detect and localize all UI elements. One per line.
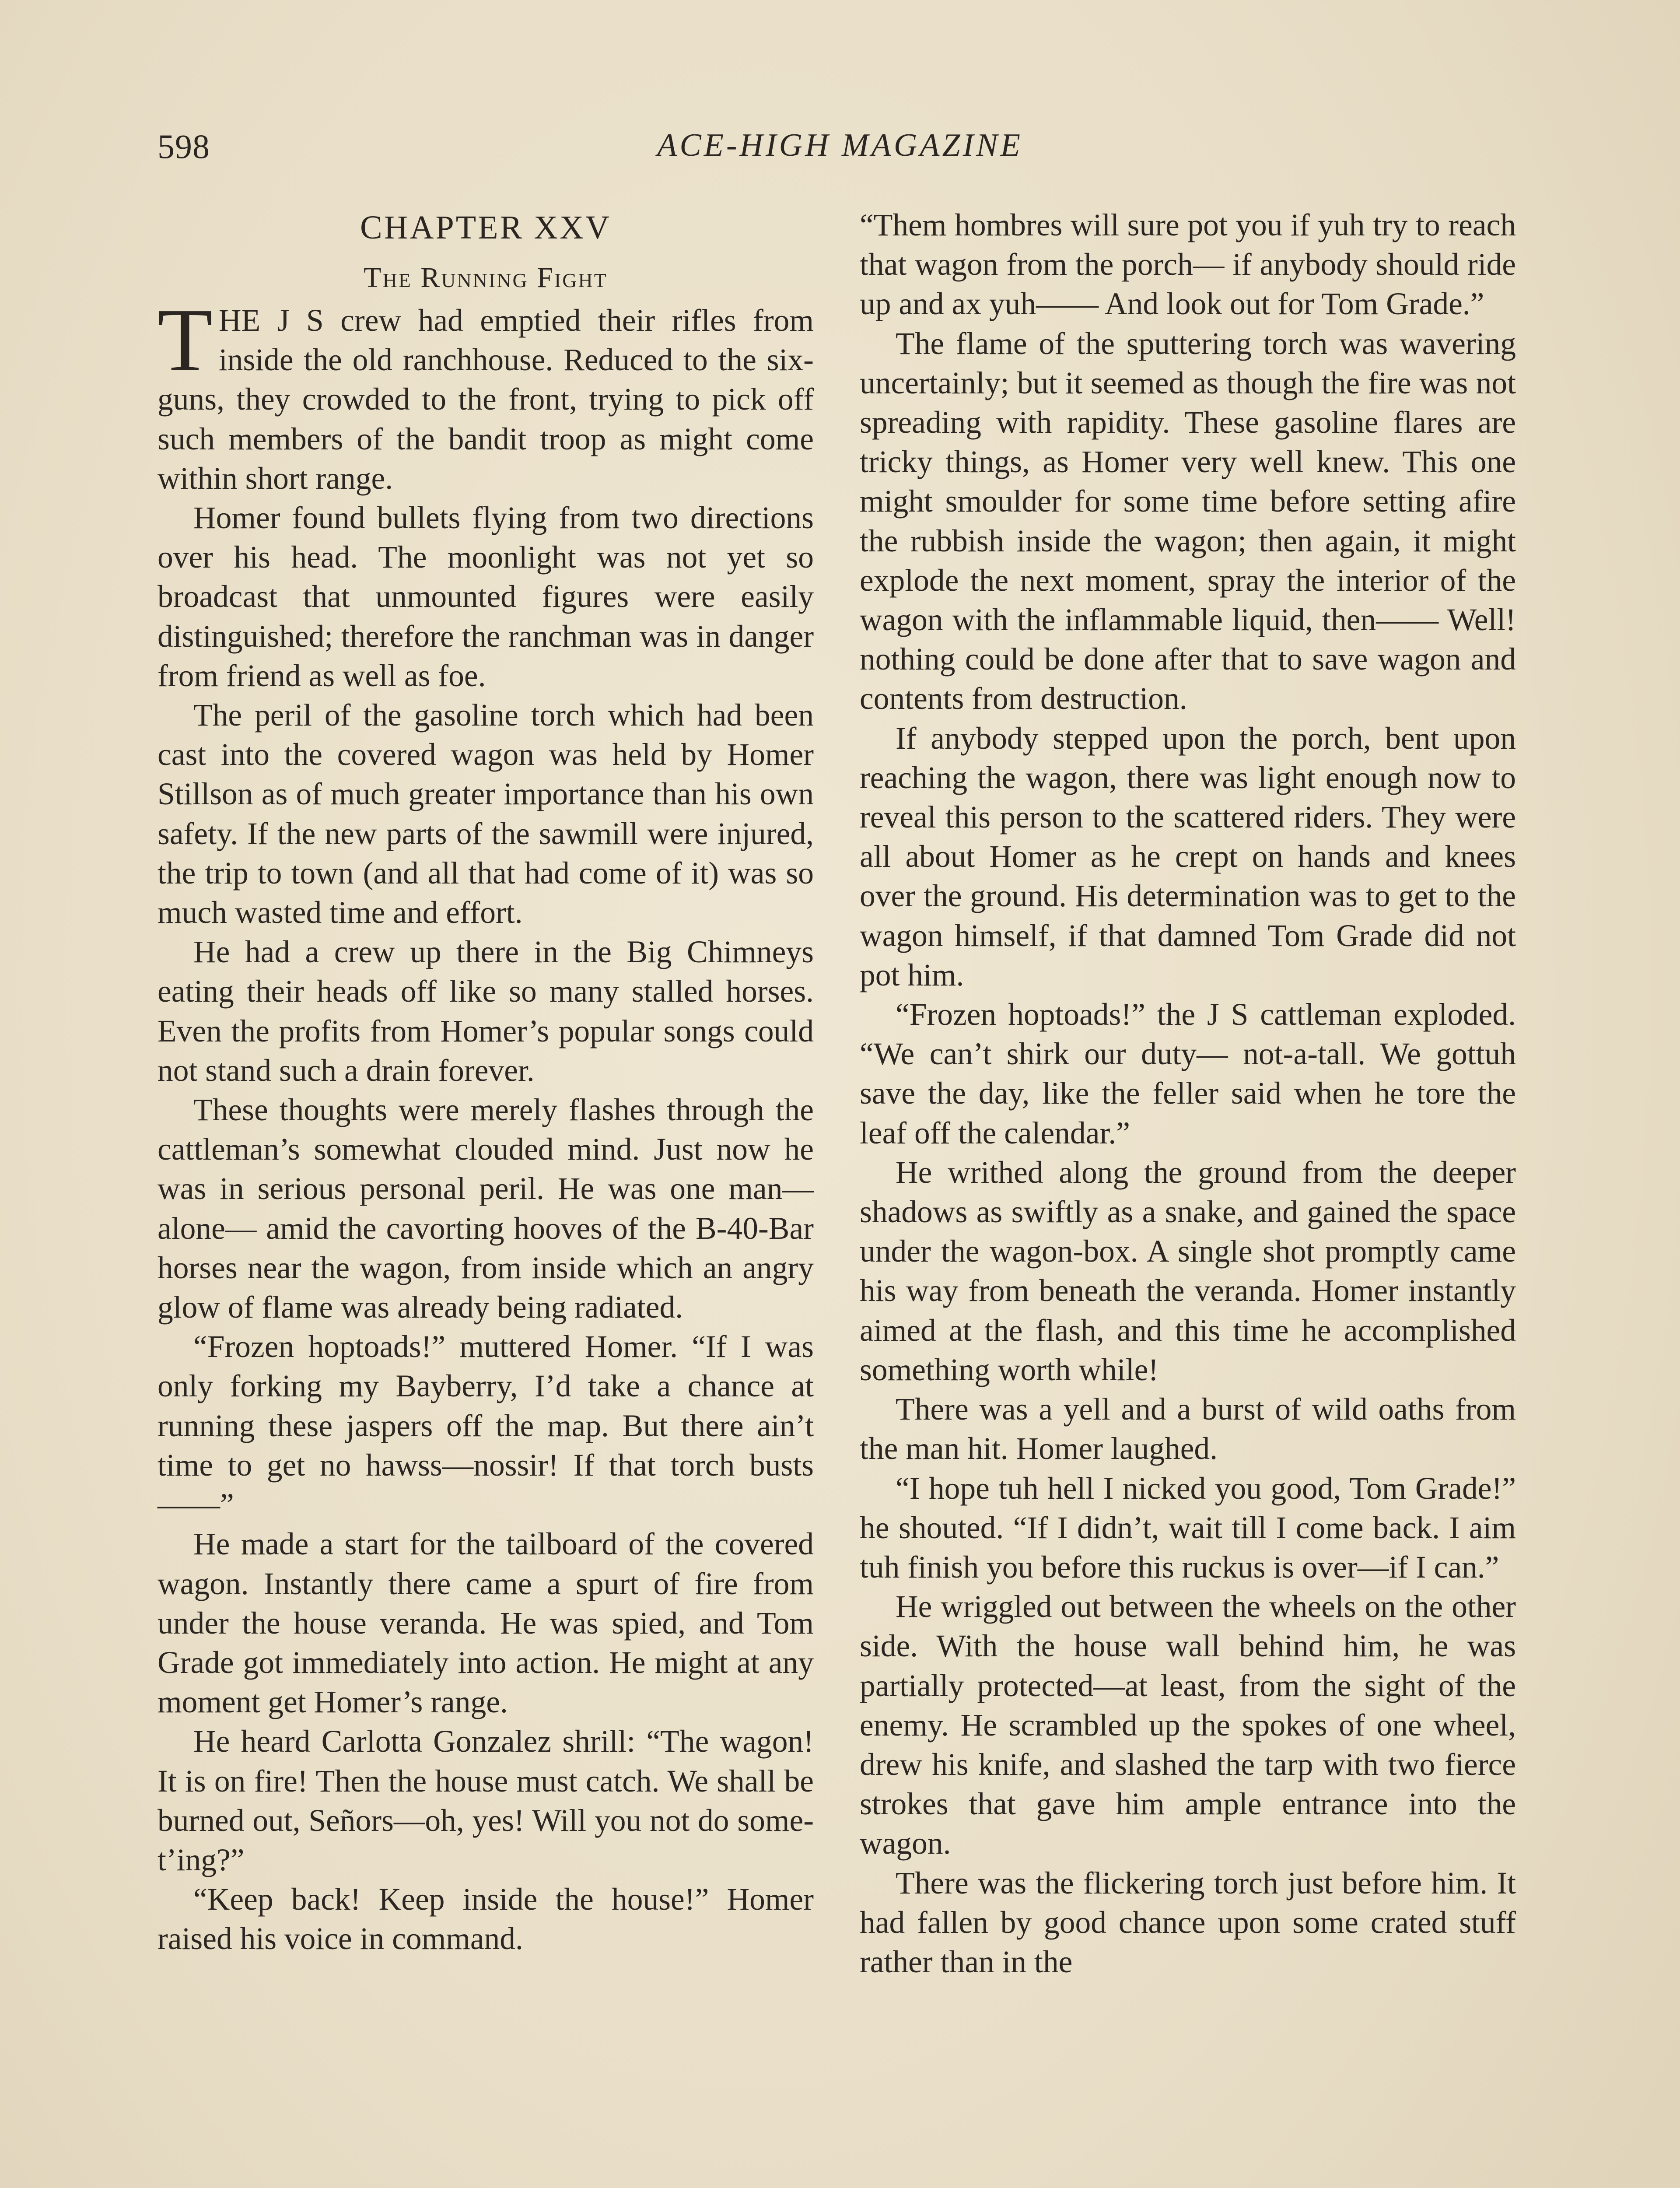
paragraph: “Keep back! Keep inside the house!” Homer raised his voice in command. [158,1882,814,1957]
paragraph: He heard Carlotta Gonzalez shrill: “The wagon! It is on fire! Then the house must catch. We shall be burned out, Señors—oh, yes! Will you not do somet’ing?” [158,1724,814,1877]
chapter-subtitle: The Running Fight [364,262,608,294]
continued-paragraph: “Them hombres will sure pot you if yuh try to reach that wagon from the porch— if anybody should ride up and ax yuh—— And look out for Tom Grade.” [860,208,1516,322]
drop-cap: T [158,290,213,390]
paragraph: Homer found bullets flying from two directions over his head. The moonlight was not yet so broadcast that unmounted figures were easily distinguished; therefore the ranchman was in danger from friend as well as foe. [158,501,814,693]
paragraph: “I hope tuh hell I nicked you good, Tom Grade!” he shouted. “If I didn’t, wait till I come back. I aim tuh finish you before this ruckus is over—if I can.” [860,1471,1516,1585]
running-head: ACE-HIGH MAGAZINE [657,127,1023,163]
chapter-title: CHAPTER XXV [360,209,611,246]
paragraph: The flame of the sputtering torch was wavering uncertainly; but it seemed as though the fire was not spreading with rapidity. These gasoline flares are tricky things, as Homer very well knew. This one might smoulder for some time before setting afire the rubbish inside the wagon; then again, it might explode the next moment, spray the interior of the wagon with the inflammable liquid, then—— Well! nothing could be done after that to save wagon and contents from destruction. [860,326,1516,716]
paragraph: The peril of the gasoline torch which had been cast into the covered wagon was held by Homer Stillson as of much greater importance than his own safety. If the new parts of the sawmill were injured, the trip to town (and all that had come of it) was so much wasted time and effort. [158,698,814,930]
paragraph: He writhed along the ground from the deeper shadows as swiftly as a snake, and gained the space under the wagon-box. A single shot promptly came his way from beneath the veranda. Homer instantly aimed at the flash, and this time he accomplished something worth while! [860,1155,1516,1387]
paragraph: He made a start for the tailboard of the covered wagon. Instantly there came a spurt of fire from under the house veranda. He was spied, and Tom Grade got immediately into action. He might at any moment get Homer’s range. [158,1527,814,1720]
paragraph: If anybody stepped upon the porch, bent upon reaching the wagon, there was light enough now to reveal this person to the scattered riders. They were all about Homer as he crept on hands and knees over the ground. His determination was to get to the wagon himself, if that damned Tom Grade did not pot him. [860,721,1516,992]
page-header [158,127,1522,175]
left-column [158,206,814,1959]
opening-paragraph-text: HE J S crew had emptied their rifles from inside the old ranchhouse. Reduced to the six-guns, they crowded to the front, trying to pick off such members of the bandit troop as might come within short range. [158,303,814,496]
paragraph: “Frozen hoptoads!” the J S cattleman exploded. “We can’t shirk our duty— not-a-tall. We gottuh save the day, like the feller said when he tore the leaf off the calendar.” [860,997,1516,1150]
right-column [860,206,1516,1982]
paragraph: There was the flickering torch just before him. It had fallen by good chance upon some crated stuff rather than in the [860,1865,1516,1979]
opening-paragraph [158,290,814,498]
paragraph: He had a crew up there in the Big Chimneys eating their heads off like so many stalled horses. Even the profits from Homer’s popular songs could not stand such a drain forever. [158,935,814,1088]
paragraph: There was a yell and a burst of wild oaths from the man hit. Homer laughed. [860,1392,1516,1466]
page-number: 598 [158,127,210,165]
paragraph: “Frozen hoptoads!” muttered Homer. “If I was only forking my Bayberry, I’d take a chance at running these jaspers off the map. But there ain’t time to get no hawss—nossir! If that torch busts——” [158,1329,814,1522]
paragraph: These thoughts were merely flashes through the cattleman’s somewhat clouded mind. Just now he was in serious personal peril. He was one man—alone— amid the cavorting hooves of the B-40-Bar horses near the wagon, from inside which an angry glow of flame was already being radiated. [158,1093,814,1325]
paragraph: He wriggled out between the wheels on the other side. With the house wall behind him, he was partially protected—at least, from the sight of the enemy. He scrambled up the spokes of one wheel, drew his knife, and slashed the tarp with two fierce strokes that gave him ample entrance into the wagon. [860,1589,1516,1861]
